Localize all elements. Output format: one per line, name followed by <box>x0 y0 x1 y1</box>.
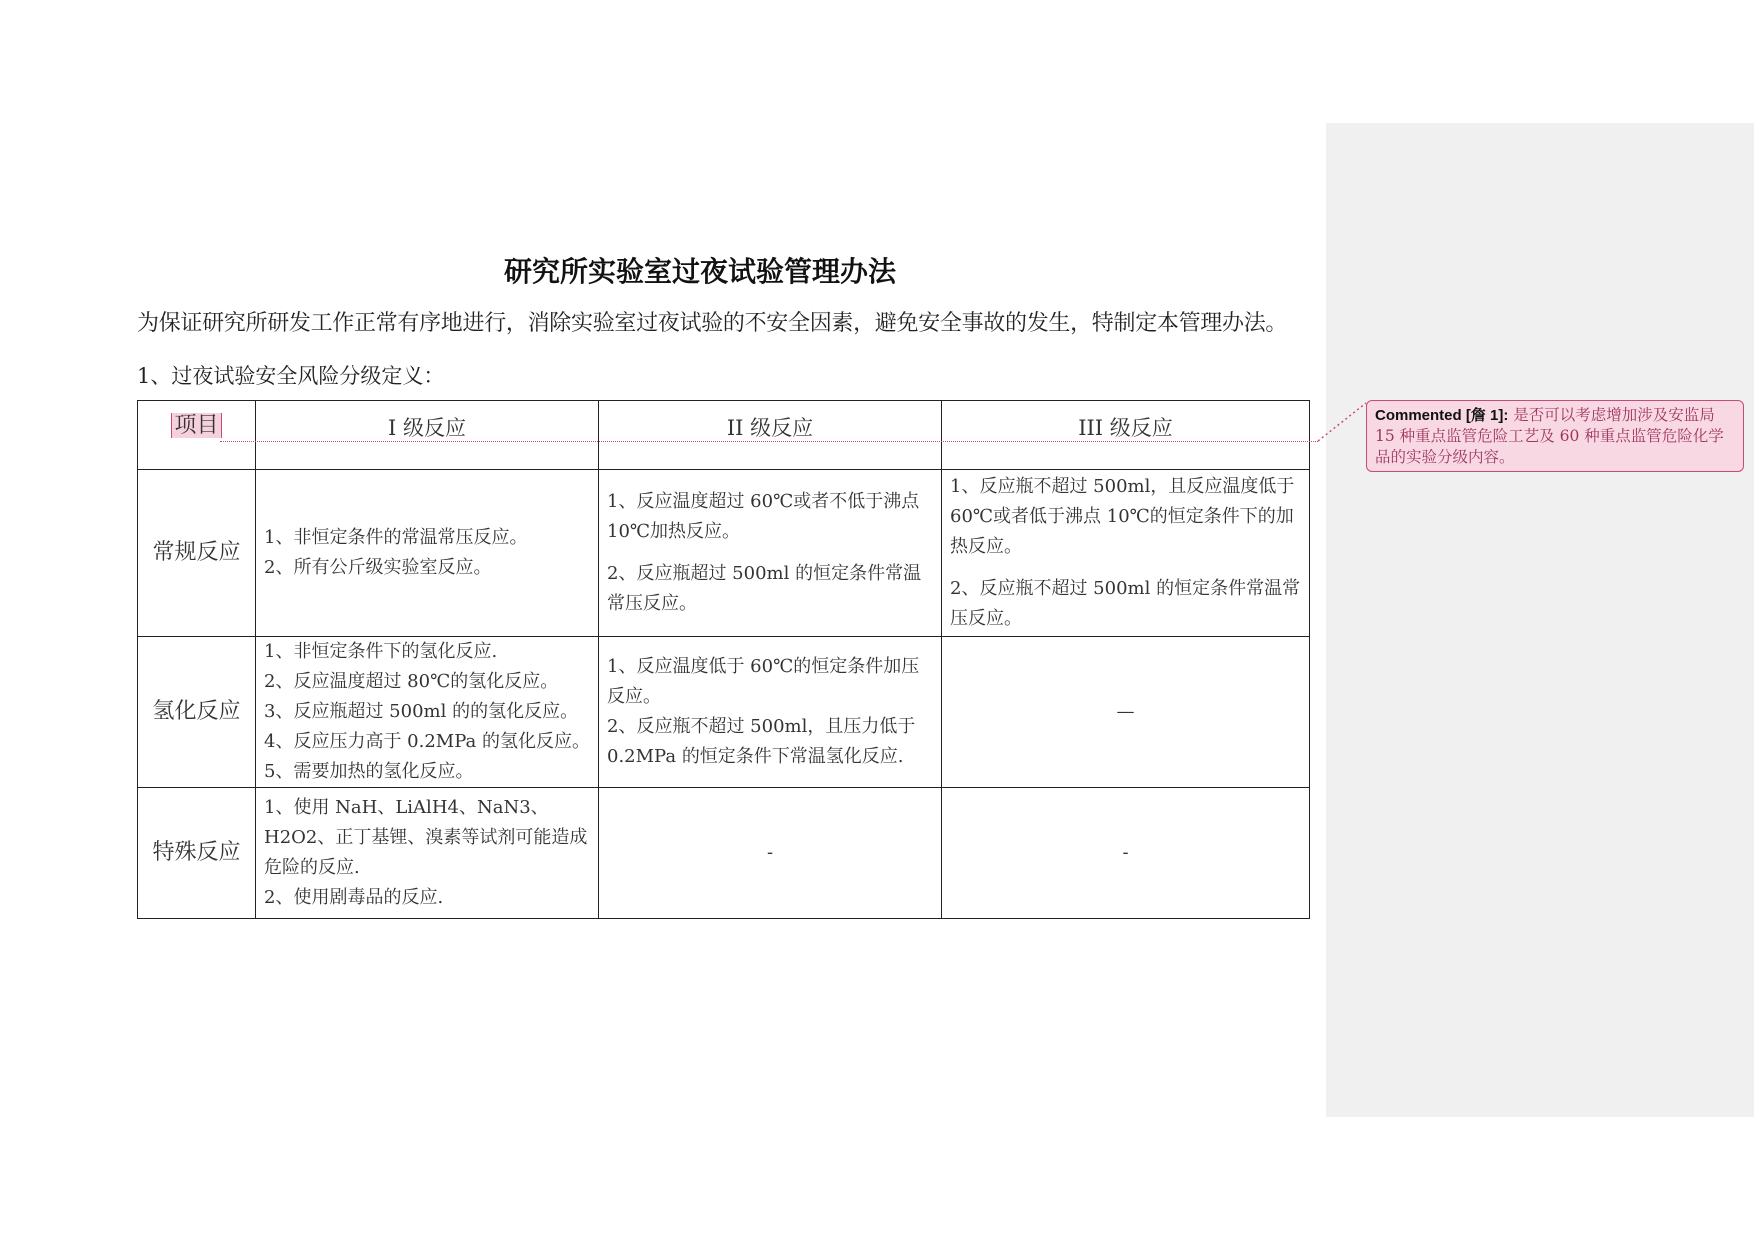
list-item: 2、使用剧毒品的反应. <box>264 887 444 908</box>
section-heading: 1、过夜试验安全风险分级定义： <box>137 364 445 388</box>
row-label-special: 特殊反应 <box>138 788 256 919</box>
table-row <box>138 788 1310 919</box>
intro-paragraph: 为保证研究所研发工作正常有序地进行，消除实验室过夜试验的不安全因素，避免安全事故的发生，特制定本管理办法。 <box>137 311 1288 336</box>
list-item: 1、反应瓶不超过 500ml，且反应温度低于 60℃或者低于沸点 10℃的恒定条件下的加热反应。 <box>950 476 1295 557</box>
table-header-row <box>138 401 1310 470</box>
risk-level-table <box>137 400 1310 919</box>
header-level-3: III 级反应 <box>942 401 1310 470</box>
table-row <box>138 470 1310 637</box>
comment-connector-line <box>220 441 1318 442</box>
header-level-2: II 级反应 <box>599 401 942 470</box>
list-item: 2、反应瓶超过 500ml 的恒定条件常温常压反应。 <box>607 563 922 614</box>
header-level-1: I 级反应 <box>256 401 599 470</box>
commented-text[interactable]: 项目 <box>171 413 221 438</box>
row-label-regular: 常规反应 <box>138 470 256 637</box>
list-item: 2、反应瓶不超过 500ml，且压力低于 0.2MPa 的恒定条件下常温氢化反应. <box>607 716 916 767</box>
comment-text: 是否可以考虑增加涉及安监局 15 种重点监管危险工艺及 60 种重点监管危险化学品的实验分级内容。 <box>1375 406 1724 466</box>
cell-special-level-2: - <box>599 788 942 919</box>
cell-regular-level-1 <box>256 470 599 637</box>
list-item: 3、反应瓶超过 500ml 的的氢化反应。 <box>264 701 579 722</box>
corner-cell <box>138 401 256 470</box>
cell-hydrogenation-level-1 <box>256 637 599 788</box>
cell-hydrogenation-level-3: — <box>942 637 1310 788</box>
list-item: 4、反应压力高于 0.2MPa 的氢化反应。 <box>264 731 590 752</box>
list-item: 2、反应瓶不超过 500ml 的恒定条件常温常压反应。 <box>950 578 1301 629</box>
list-item: 5、需要加热的氢化反应。 <box>264 761 474 782</box>
list-item: 1、使用 NaH、LiAlH4、NaN3、H2O2、正丁基锂、溴素等试剂可能造成危险的反应. <box>264 797 588 878</box>
comment-balloon[interactable] <box>1366 400 1744 472</box>
table-row <box>138 637 1310 788</box>
list-item: 1、非恒定条件的常温常压反应。 <box>264 527 528 548</box>
cell-special-level-1 <box>256 788 599 919</box>
cell-special-level-3: - <box>942 788 1310 919</box>
list-item: 1、反应温度超过 60℃或者不低于沸点 10℃加热反应。 <box>607 491 920 542</box>
cell-regular-level-2 <box>599 470 942 637</box>
list-item: 2、反应温度超过 80℃的氢化反应。 <box>264 671 559 692</box>
list-item: 2、所有公斤级实验室反应。 <box>264 557 492 578</box>
document-title: 研究所实验室过夜试验管理办法 <box>503 255 896 288</box>
comment-author-label: Commented [詹 1]: <box>1375 407 1509 424</box>
cell-hydrogenation-level-2 <box>599 637 942 788</box>
cell-regular-level-3 <box>942 470 1310 637</box>
list-item: 1、反应温度低于 60℃的恒定条件加压反应。 <box>607 656 920 707</box>
comment-connector-diagonal <box>1310 395 1370 445</box>
row-label-hydrogenation: 氢化反应 <box>138 637 256 788</box>
list-item: 1、非恒定条件下的氢化反应. <box>264 641 498 662</box>
